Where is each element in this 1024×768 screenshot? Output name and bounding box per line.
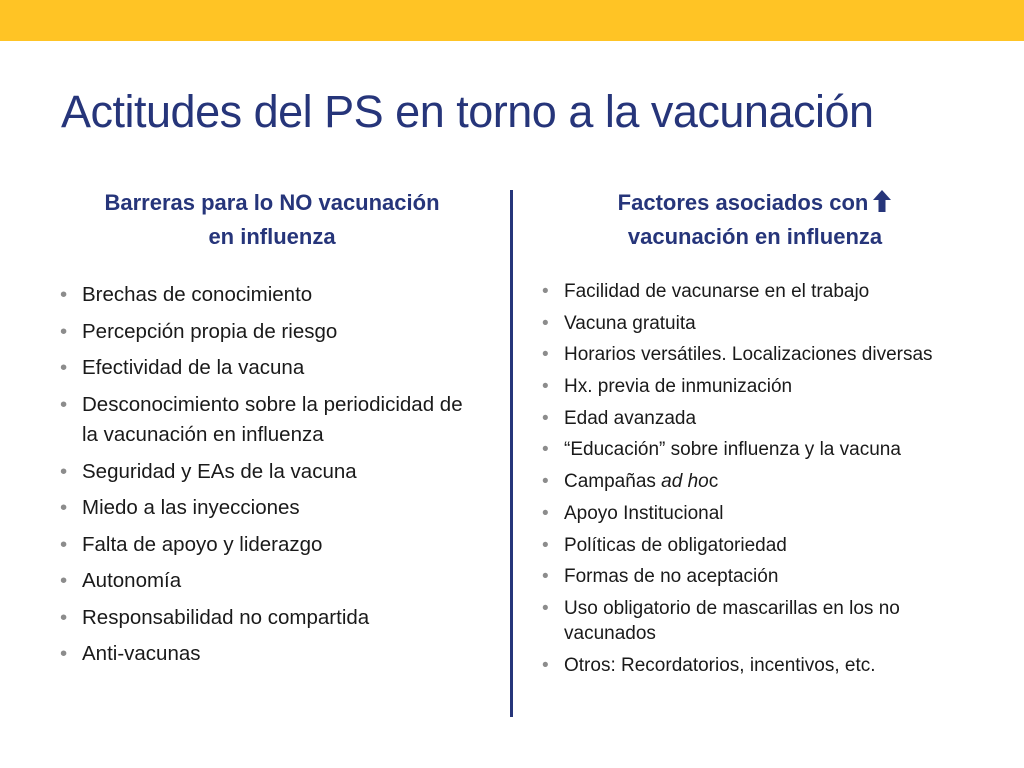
bullet-icon: •	[542, 502, 549, 524]
list-item: • Efectividad de la vacuna	[82, 353, 482, 384]
right-column-heading	[545, 186, 965, 254]
left-heading-line-2: en influenza	[208, 224, 336, 249]
bullet-icon: •	[60, 319, 68, 343]
bullet-icon: •	[542, 566, 549, 588]
column-divider	[510, 190, 513, 717]
bullet-icon: •	[542, 534, 549, 556]
item-suffix: c	[708, 471, 719, 493]
list-item: • Miedo a las inyecciones	[82, 493, 482, 524]
slide-title: Actitudes del PS en torno a la vacunación	[61, 86, 874, 137]
top-accent-band	[0, 0, 1024, 41]
bullet-icon: •	[542, 376, 549, 398]
list-item: • Uso obligatorio de mascarillas en los no vacunados	[542, 597, 900, 645]
right-heading-line-1	[545, 186, 965, 220]
barriers-list	[60, 280, 482, 676]
list-item: • Facilidad de vacunarse en el trabajo	[564, 279, 984, 305]
left-heading-line-1: Barreras para lo NO vacunación	[104, 190, 440, 215]
bullet-icon: •	[542, 344, 549, 366]
item-prefix: Campañas	[564, 471, 662, 493]
left-column-heading	[62, 186, 482, 254]
factors-list	[542, 279, 984, 685]
bullet-icon: •	[60, 392, 68, 416]
list-item: • Otros: Recordatorios, incentivos, etc.	[564, 653, 984, 679]
item-italic-term: ad ho	[661, 471, 709, 493]
list-item: • Anti-vacunas	[82, 639, 482, 670]
list-item: • Formas de no aceptación	[564, 564, 984, 590]
bullet-icon: •	[60, 496, 68, 519]
list-item: • Vacuna gratuita	[564, 311, 984, 337]
list-item: • Apoyo Institucional	[564, 501, 984, 527]
list-item: • Horarios versátiles. Localizaciones diversas	[564, 342, 984, 368]
bullet-icon: •	[60, 532, 68, 556]
list-item: • Autonomía	[82, 566, 482, 597]
list-item: • Políticas de obligatoriedad	[564, 533, 984, 559]
bullet-icon: •	[542, 407, 549, 429]
list-item: • Seguridad y EAs de la vacuna	[82, 457, 482, 488]
list-item: • Falta de apoyo y liderazgo	[82, 530, 482, 561]
bullet-icon: •	[60, 605, 68, 629]
up-arrow-icon	[872, 189, 892, 213]
bullet-icon: •	[542, 312, 549, 334]
list-item: • Percepción propia de riesgo	[82, 317, 482, 348]
bullet-icon: •	[60, 459, 68, 483]
list-item: • Desconocimiento sobre la periodicidad de la vacunación en influenza	[82, 390, 482, 451]
bullet-icon: •	[542, 471, 549, 493]
list-item: • Responsabilidad no compartida	[82, 603, 482, 634]
right-heading-text: Factores asociados con	[617, 190, 869, 215]
bullet-icon: •	[542, 281, 549, 302]
list-item: • “Educación” sobre influenza y la vacuna	[564, 437, 984, 463]
bullet-icon: •	[60, 356, 68, 379]
bullet-icon: •	[542, 439, 549, 461]
bullet-icon: •	[60, 569, 68, 592]
list-item: • Hx. previa de inmunización	[564, 374, 984, 400]
list-item	[542, 469, 984, 495]
bullet-icon: •	[60, 283, 68, 306]
bullet-icon: •	[542, 597, 549, 619]
list-item: • Edad avanzada	[564, 406, 984, 432]
bullet-icon: •	[542, 655, 549, 677]
bullet-icon: •	[60, 642, 68, 665]
list-item: • Brechas de conocimiento	[82, 280, 482, 311]
right-heading-line-2: vacunación en influenza	[627, 224, 883, 249]
